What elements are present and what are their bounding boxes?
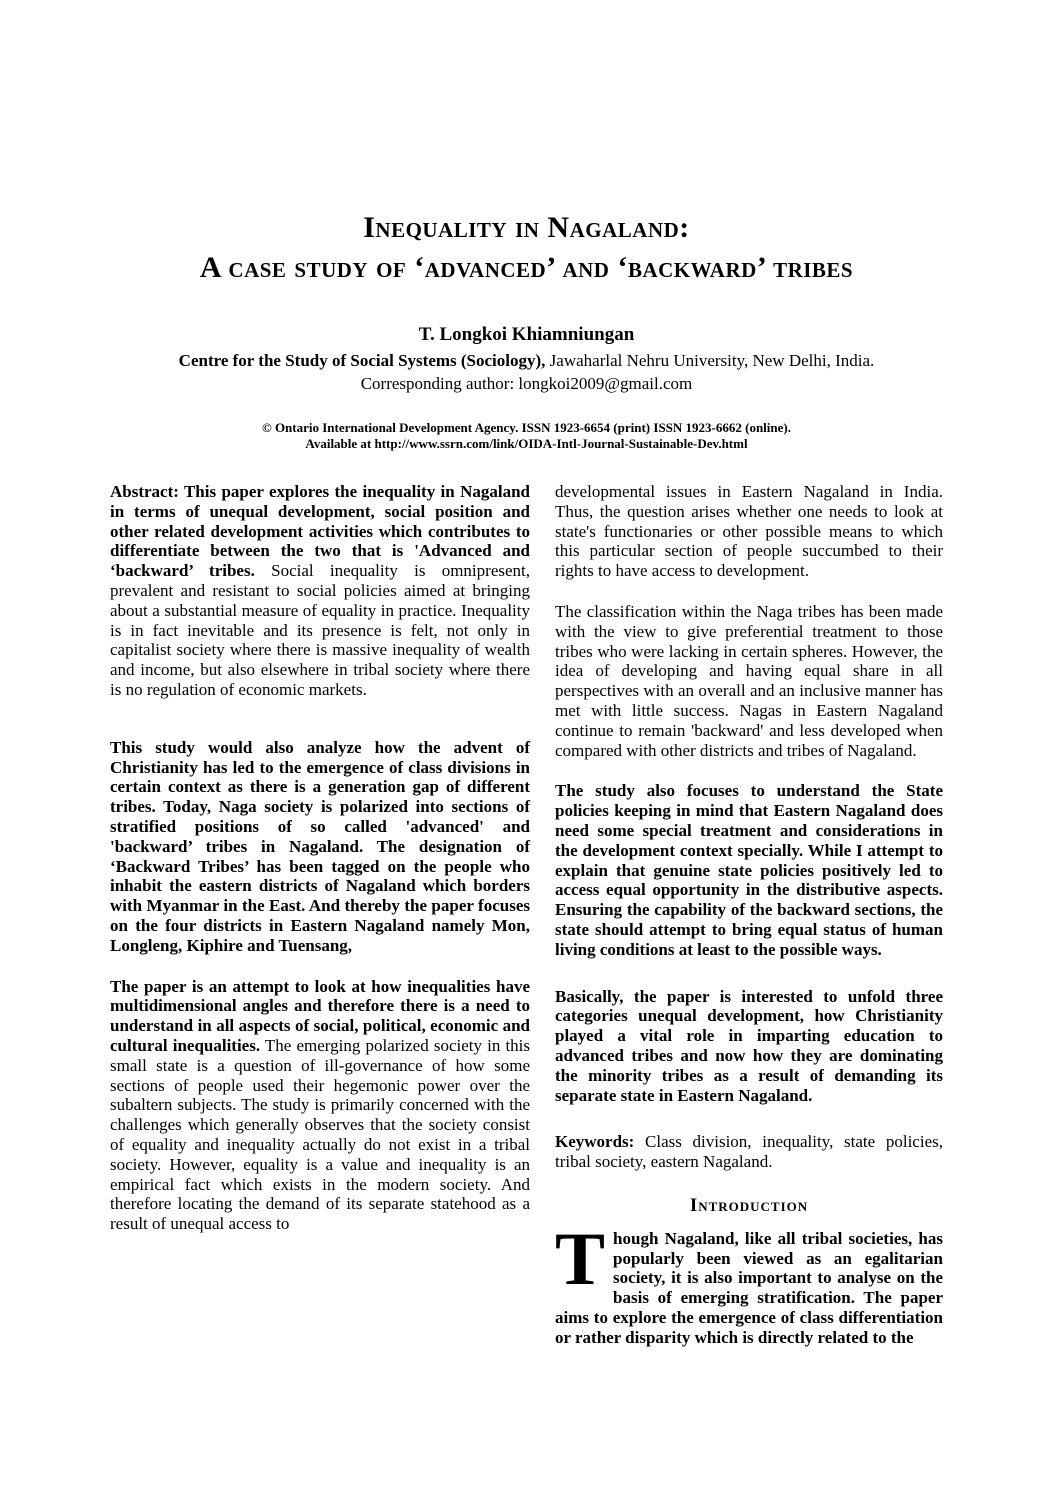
abstract-paragraph-3-rest: The emerging polarized society in this small state is a question of ill-governance of how some sections of people used their hegemonic power over the subaltern subjects. The study is primarily concerned with the challenges which generally observes that the society consist of equality and inequality actually do not exist in a tribal society. However, equality is a value and inequality is an empirical fact which exists in the modern society. And therefore locating the demand of its separate statehood as a result of unequal access to xyxy=(110,1035,531,1234)
corresponding-author-line: Corresponding author: longkoi2009@gmail.com xyxy=(360,374,693,393)
body-paragraph-3: The study also focuses to understand the State policies keeping in mind that Eastern Nagaland does need some special treatment and considerations in the development context specially. While I attempt to explain that genuine state policies positively led to access equal opportunity in the distributive aspects. Ensuring the capability of the backward sections, the state should attempt to bring equal status of human living conditions at least to the possible ways. xyxy=(555,781,943,959)
section-heading-introduction: Introduction xyxy=(689,1194,809,1216)
keywords-paragraph xyxy=(555,1132,943,1172)
paper-title-line2: A case study of ‘advanced’ and ‘backward’ tribes xyxy=(199,251,854,284)
two-column-body xyxy=(110,482,943,1347)
author-affiliation xyxy=(110,351,943,371)
introduction-opening-text: hough Nagaland, like all tribal societies, has popularly been viewed as an egalitarian society, it is also important to analyse on the basis of emerging stratification. The paper aims to explore the emergence of class differentiation or rather disparity which is directly related to the xyxy=(555,1228,943,1347)
paper-title xyxy=(110,208,943,288)
abstract-label: Abstract: xyxy=(110,482,179,501)
keywords-list: Class division, inequality, state policies, tribal society, eastern Nagaland. xyxy=(555,1132,943,1172)
affiliation-institution: Centre for the Study of Social Systems (Sociology), xyxy=(178,351,546,370)
introduction-paragraph xyxy=(555,1217,943,1348)
body-paragraph-4: Basically, the paper is interested to unfold three categories unequal development, how Christianity played a vital role in imparting education to advanced tribes and now how they are dominating the minority tribes as a result of demanding its separate state in Eastern Nagaland. xyxy=(555,986,943,1105)
body-paragraph-2: The classification within the Naga tribes has been made with the view to give preferential treatment to those tribes who were lacking in certain spheres. However, the idea of developing and having equal share in all perspectives with an overall and an inclusive manner has met with little success. Nagas in Eastern Nagaland continue to remain 'backward' and less developed when compared with other districts and tribes of Nagaland. xyxy=(555,601,943,760)
drop-cap-letter: T xyxy=(555,1217,606,1301)
left-column xyxy=(110,482,530,1347)
abstract-lead-rest: Social inequality is omnipresent, prevalent and resistant to social policies aimed at bringing about a substantial measure of equality in practice. Inequality is in fact inevitable and its presence is felt, not only in capitalist society where there is massive inequality of wealth and income, but also elsewhere in tribal society where there is no regulation of economic markets. xyxy=(110,561,530,699)
keywords-label: Keywords: xyxy=(555,1132,635,1152)
right-column xyxy=(555,482,943,1347)
copyright-issn-line: © Ontario International Development Agency. ISSN 1923-6654 (print) ISSN 1923-6662 (online). xyxy=(261,420,791,435)
journal-imprint xyxy=(110,420,943,452)
affiliation-university: Jawaharlal Nehru University, New Delhi, India. xyxy=(549,351,875,370)
abstract-paragraph-3-bold: The paper is an attempt to look at how inequalities have multidimensional angles and therefore there is a need to understand in all aspects of social, political, economic and cultural inequalities. xyxy=(110,976,530,1055)
paper-header xyxy=(110,208,943,452)
abstract-paragraph-3 xyxy=(110,977,530,1234)
abstract-paragraph xyxy=(110,482,530,700)
author-name: T. Longkoi Khiamniungan xyxy=(418,324,635,345)
abstract-lead-bold: This paper explores the inequality in Nagaland in terms of unequal development, social position and other related development activities which contributes to differentiate between the two that is 'Advanced and ‘backward’ tribes. xyxy=(110,482,530,581)
availability-url-line: Available at http://www.ssrn.com/link/OIDA-Intl-Journal-Sustainable-Dev.html xyxy=(305,436,748,451)
body-paragraph-1: developmental issues in Eastern Nagaland in India. Thus, the question arises whether one needs to look at state's functionaries or other possible means to which this particular section of people succumbed to their rights to have access to development. xyxy=(555,482,943,581)
abstract-paragraph-2: This study would also analyze how the advent of Christianity has led to the emergence of class divisions in certain context as there is a generation gap of different tribes. Today, Naga society is polarized into sections of stratified positions of so called 'advanced' and 'backward’ tribes in Nagaland. The designation of ‘Backward Tribes’ has been tagged on the people who inhabit the eastern districts of Nagaland which borders with Myanmar in the East. And thereby the paper focuses on the four districts in Eastern Nagaland namely Mon, Longleng, Kiphire and Tuensang, xyxy=(110,737,530,955)
paper-title-line1: Inequality in Nagaland: xyxy=(363,211,690,244)
